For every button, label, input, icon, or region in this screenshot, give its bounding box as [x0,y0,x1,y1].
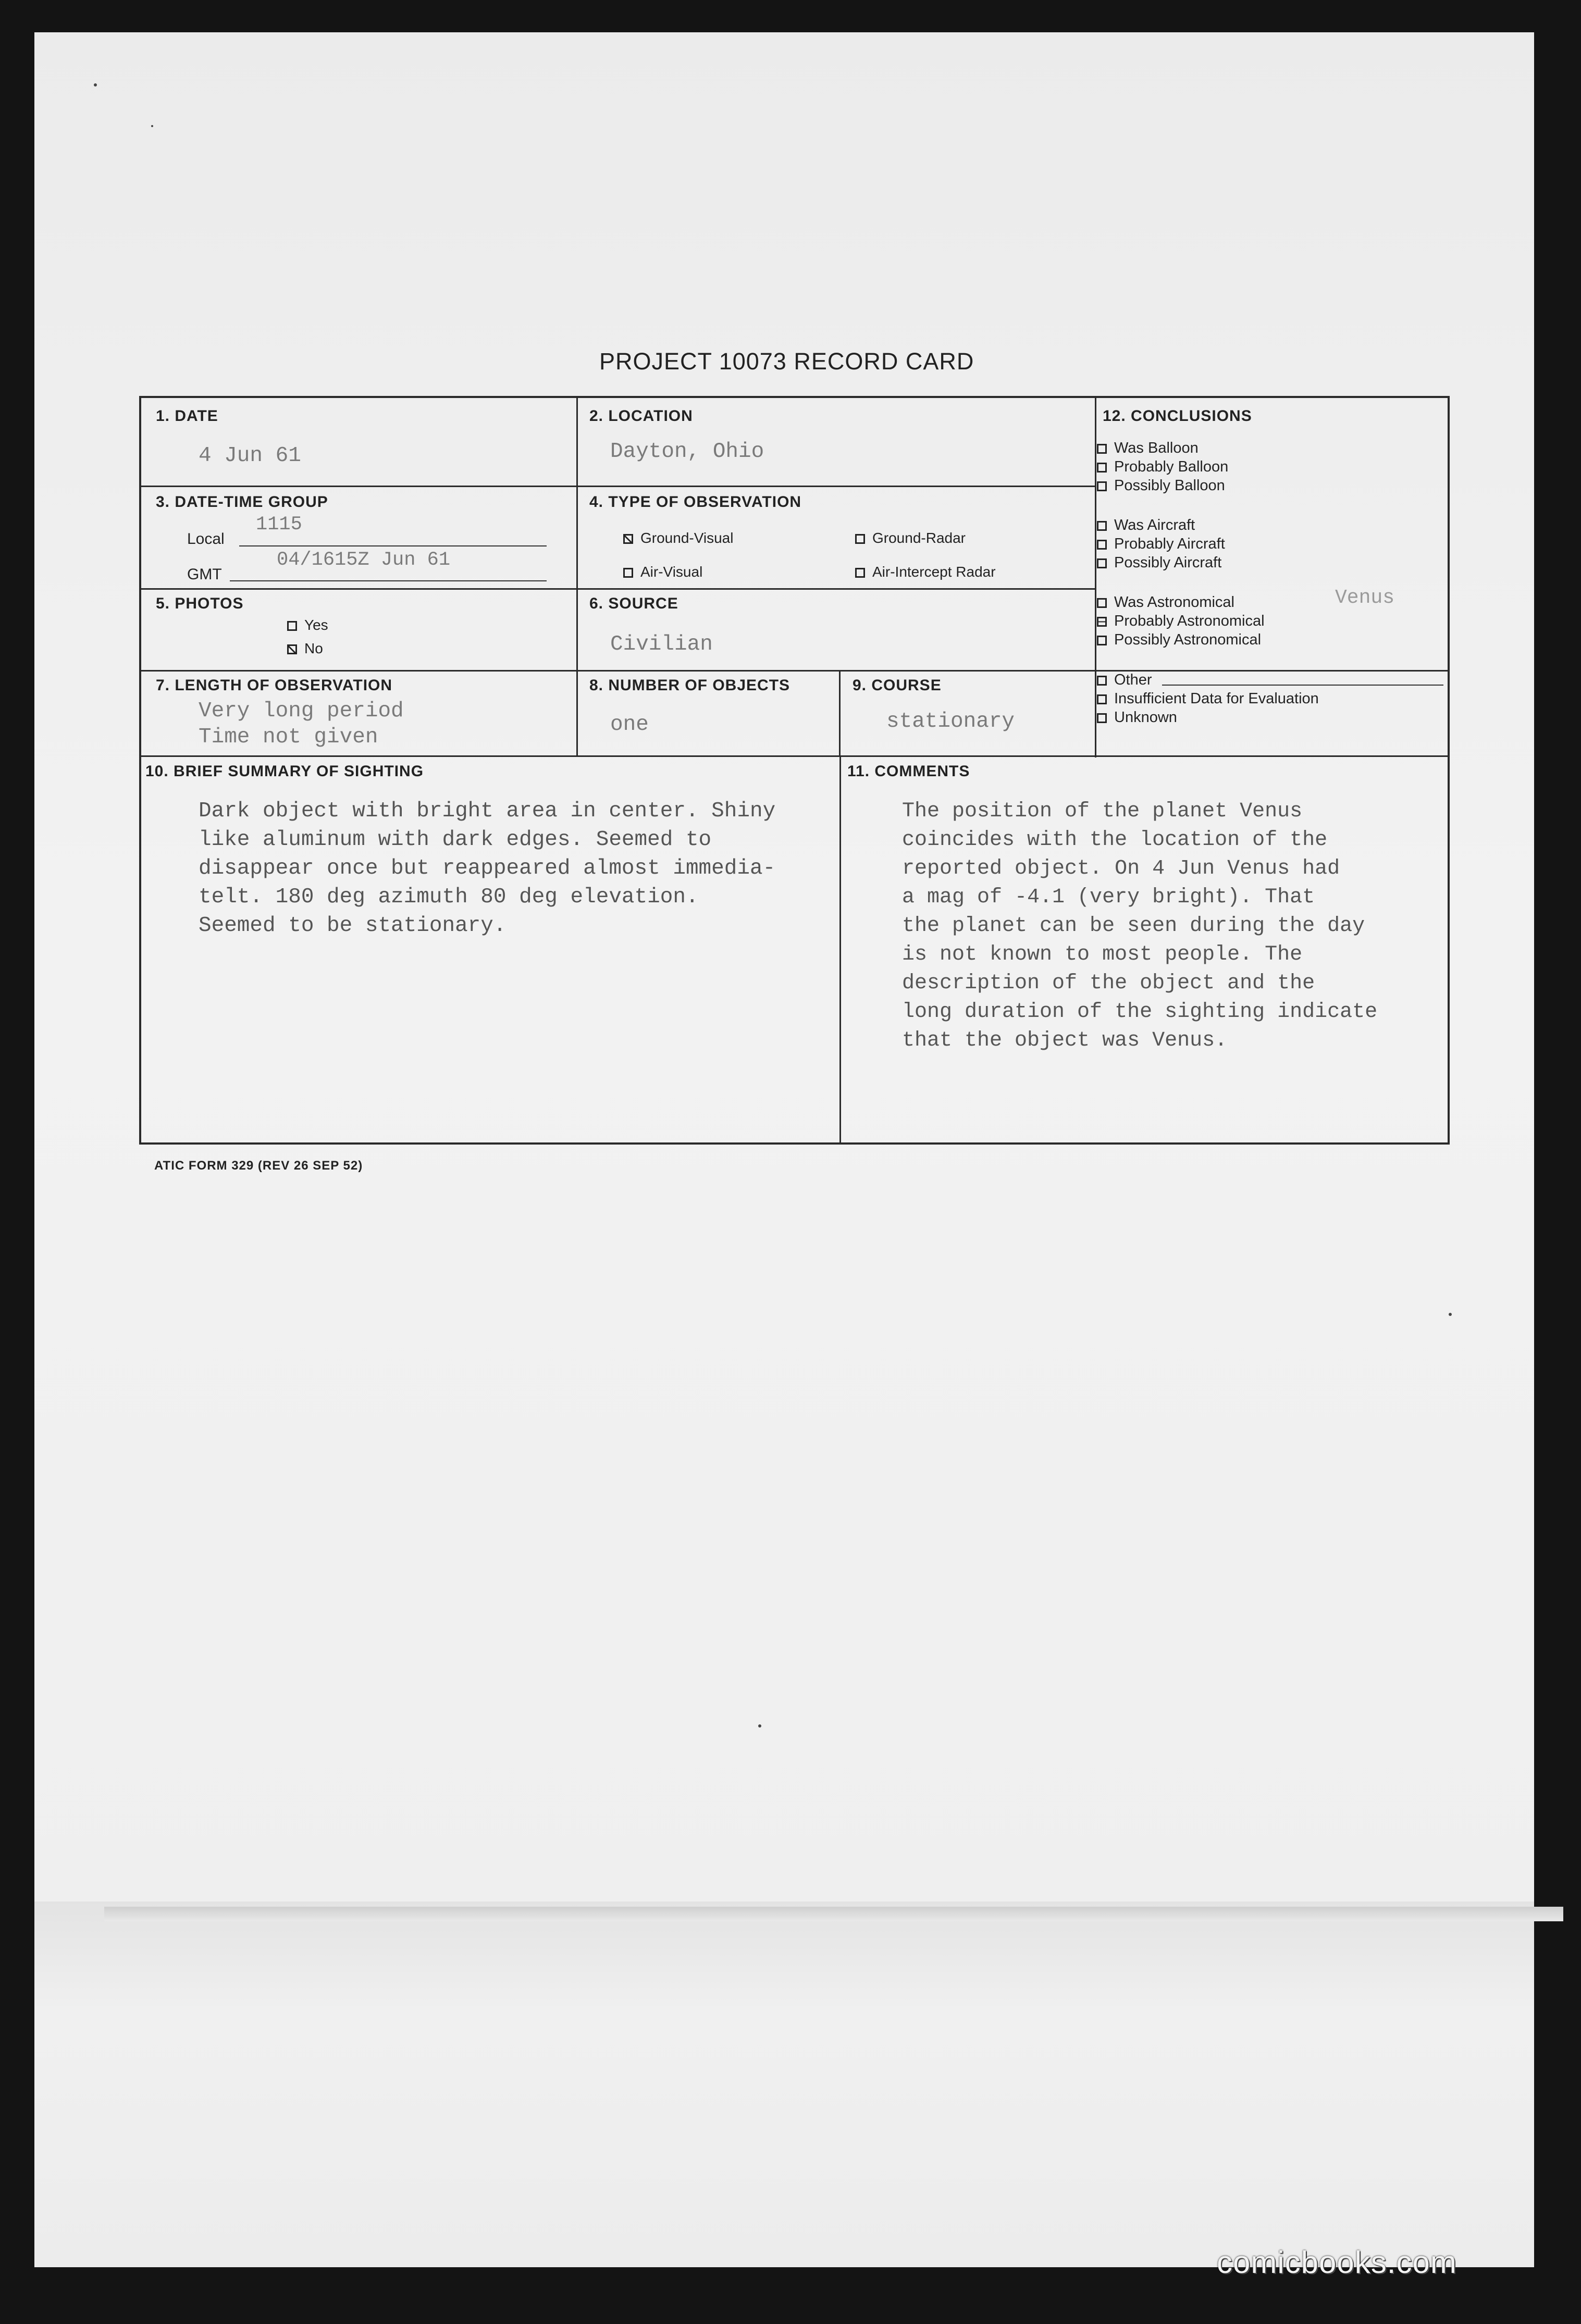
checkbox-icon [287,621,297,631]
gmt-label: GMT [187,566,222,583]
date-label: 1. DATE [156,407,218,425]
comments-line: description of the object and the [902,972,1315,995]
location-label: 2. LOCATION [589,407,693,425]
checkbox-icon [1097,463,1107,473]
checkbox-icon [1097,521,1107,531]
ground-visual-option[interactable]: Ground-Visual [623,530,733,546]
comments-label: 11. COMMENTS [847,763,970,780]
page-shadow-edge [104,1907,1563,1921]
air-intercept-radar-option[interactable]: Air-Intercept Radar [855,564,996,580]
checkbox-icon [1097,636,1107,645]
conclusion-option[interactable]: Was Astronomical [1097,593,1265,612]
conclusions-label: 12. CONCLUSIONS [1103,407,1252,425]
observation-type-label: 4. TYPE OF OBSERVATION [589,493,802,511]
num-objects-value: one [610,713,649,737]
date-value: 4 Jun 61 [199,444,301,468]
checkbox-icon [855,568,865,578]
record-card [139,396,1450,1145]
local-label: Local [187,530,225,548]
comments-line: that the object was Venus. [902,1029,1228,1052]
comments-line: long duration of the sighting indicate [902,1000,1378,1024]
summary-line: telt. 180 deg azimuth 80 deg elevation. [199,885,699,909]
datetime-group-label: 3. DATE-TIME GROUP [156,493,328,511]
page-lower-band [34,1902,1534,2267]
checkbox-icon [623,568,633,578]
length-label: 7. LENGTH OF OBSERVATION [156,677,393,694]
speck [94,83,97,86]
length-value-line1: Very long period [199,699,404,723]
comments-line: is not known to most people. The [902,943,1303,966]
conclusions-astronomical-group [1097,593,1265,649]
source-label: 6. SOURCE [589,595,678,612]
speck [758,1724,761,1728]
source-value: Civilian [610,632,713,656]
photos-yes-option[interactable]: Yes [287,617,328,633]
conclusions-aircraft-group [1097,516,1225,572]
conclusion-option[interactable]: Insufficient Data for Evaluation [1097,689,1319,708]
checkbox-icon [1097,558,1107,568]
conclusions-other-group [1097,670,1319,727]
checkbox-checked-icon [623,534,633,544]
checkbox-icon [855,534,865,544]
speck [1449,1313,1452,1316]
summary-label: 10. BRIEF SUMMARY OF SIGHTING [145,763,424,780]
conclusion-option[interactable]: Unknown [1097,708,1319,727]
local-value: 1115 [256,514,302,536]
conclusion-option[interactable]: Other [1097,670,1319,689]
comments-line: The position of the planet Venus [902,800,1303,823]
air-visual-option[interactable]: Air-Visual [623,564,702,580]
checkbox-icon [1097,676,1107,686]
checkbox-icon [1097,444,1107,454]
watermark: comicbooks.com [1217,2245,1457,2280]
conclusion-option[interactable]: Was Balloon [1097,439,1228,457]
card-title: PROJECT 10073 RECORD CARD [599,348,974,375]
checkbox-checked-icon [1097,617,1107,627]
venus-note: Venus [1335,587,1395,609]
summary-text [199,797,775,940]
speck [151,125,153,127]
photos-label: 5. PHOTOS [156,595,244,612]
form-footer: ATIC FORM 329 (REV 26 SEP 52) [154,1159,363,1173]
course-value: stationary [886,710,1015,734]
checkbox-icon [1097,481,1107,491]
conclusion-option[interactable]: Possibly Balloon [1097,476,1228,495]
comments-text [902,797,1377,1055]
location-value: Dayton, Ohio [610,440,764,464]
course-label: 9. COURSE [853,677,942,694]
summary-line: disappear once but reappeared almost immedia- [199,856,776,880]
comments-line: the planet can be seen during the day [902,914,1365,938]
conclusions-balloon-group [1097,439,1228,495]
comments-line: a mag of -4.1 (very bright). That [902,886,1315,909]
checkbox-checked-icon [287,644,297,654]
comments-line: coincides with the location of the [902,828,1328,852]
comments-line: reported object. On 4 Jun Venus had [902,857,1340,880]
checkbox-icon [1097,598,1107,608]
length-value-line2: Time not given [199,725,378,749]
photos-no-option[interactable]: No [287,640,323,657]
summary-line: like aluminum with dark edges. Seemed to [199,828,712,852]
checkbox-icon [1097,713,1107,723]
summary-line: Dark object with bright area in center. Shiny [199,799,776,823]
num-objects-label: 8. NUMBER OF OBJECTS [589,677,790,694]
conclusion-option[interactable]: Possibly Astronomical [1097,630,1265,649]
summary-line: Seemed to be stationary. [199,914,507,938]
checkbox-icon [1097,540,1107,550]
conclusion-option[interactable]: Possibly Aircraft [1097,553,1225,572]
conclusion-option[interactable]: Probably Aircraft [1097,535,1225,553]
conclusion-option[interactable]: Was Aircraft [1097,516,1225,535]
checkbox-icon [1097,694,1107,704]
conclusion-option[interactable]: Probably Astronomical [1097,612,1265,630]
conclusion-option[interactable]: Probably Balloon [1097,457,1228,476]
gmt-value: 04/1615Z Jun 61 [277,549,451,571]
ground-radar-option[interactable]: Ground-Radar [855,530,966,546]
